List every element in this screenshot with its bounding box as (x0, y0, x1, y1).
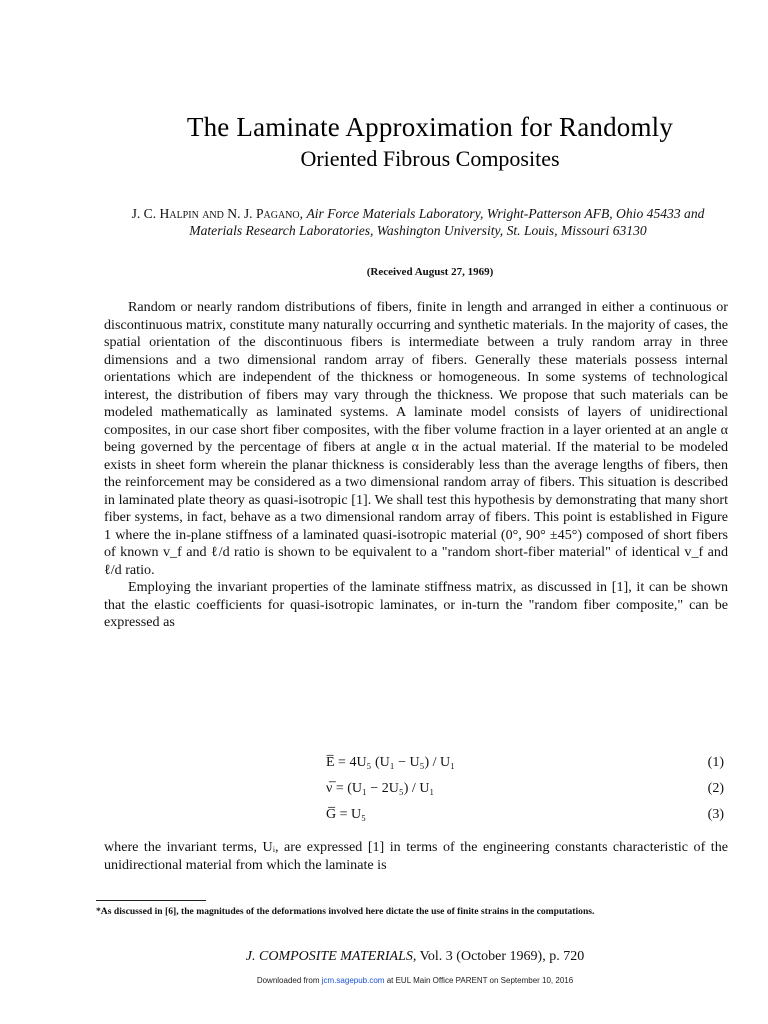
equations (104, 755, 728, 833)
equation-3 (104, 807, 728, 833)
download-suffix: at EUL Main Office PARENT on September 10, 2016 (386, 976, 574, 985)
equation-1 (104, 755, 728, 781)
equation-1-number: (1) (707, 755, 724, 770)
author-block (108, 205, 728, 239)
download-notice (100, 976, 730, 985)
equation-3-number: (3) (707, 807, 724, 822)
journal-volume: Vol. 3 (October 1969), p. 720 (419, 949, 585, 964)
author-affiliation: Air Force Materials Laboratory, Wright-Patterson AFB, Ohio 45433 and Materials Research Laboratories, Washington University, St. Louis, Missouri 63130 (189, 206, 705, 238)
equation-2 (104, 781, 728, 807)
journal-citation (100, 949, 730, 965)
equation-2-number: (2) (707, 781, 724, 796)
paragraph-2: Employing the invariant properties of the laminate stiffness matrix, as discussed in [1], it can be shown that the elastic coefficients for quasi-isotropic laminates, or in-turn the "random fiber composite," can be expressed as (104, 579, 728, 630)
download-link[interactable]: jcm.sagepub.com (321, 976, 385, 985)
body-text (104, 299, 728, 632)
download-prefix: Downloaded from (256, 976, 320, 985)
footnote: *As discussed in [6], the magnitudes of the deformations involved here dictate the use of finite strains in the computations. (96, 906, 595, 917)
paragraph-1: Random or nearly random distributions of fibers, finite in length and arranged in either a continuous or discontinuous matrix, constitute many naturally occurring and synthetic materials. In the majority of cases, the spatial orientation of the discontinuous fibers is intermediate between a truly random array in three dimensions and a two dimensional random array of fibers. Generally these materials possess internal orientations which are independent of the thickness or homogeneous. In some systems of technological interest, the distribution of fibers may vary through the thickness. We propose that such materials can be modeled mathematically as laminated systems. A laminate model consists of layers of unidirectional composites, in our case short fiber composites, with the fiber volume fraction in a layer oriented at an angle α being governed by the percentage of fibers at angle α in the actual material. If the material to be modeled exists in sheet form wherein the planar thickness is considerably less than the average lengths of fibers, then the reinforcement may be considered as a two dimensional random array of fibers. This situation is described in laminated plate theory as quasi-isotropic [1]. We shall test this hypothesis by demonstrating that many short fiber systems, in fact, behave as a two dimensional random array of fibers. This point is established in Figure 1 where the in-plane stiffness of a laminated quasi-isotropic material (0°, 90° ±45°) composed of short fibers of known v_f and ℓ/d ratio is shown to be equivalent to a "random short-fiber material" of identical v_f and ℓ/d ratio. (104, 299, 728, 578)
equation-3-expression: G̅ = U₅ (326, 807, 366, 822)
continuation-text: where the invariant terms, Uᵢ, are expressed [1] in terms of the engineering constants characteristic of the unidirectional material from which the laminate is (104, 839, 728, 873)
title-line-2: Oriented Fibrous Composites (300, 146, 560, 171)
equation-2-expression: ν̅ = (U₁ − 2U₅) / U₁ (326, 781, 435, 796)
received-date: (Received August 27, 1969) (366, 266, 494, 278)
journal-name: J. COMPOSITE MATERIALS, (245, 949, 417, 964)
author-names: J. C. Halpin and N. J. Pagano, (131, 206, 304, 221)
title-line-1: The Laminate Approximation for Randomly (186, 112, 674, 142)
equation-1-expression: E̅ = 4U₅ (U₁ − U₅) / U₁ (326, 755, 456, 770)
footnote-rule (96, 900, 206, 901)
